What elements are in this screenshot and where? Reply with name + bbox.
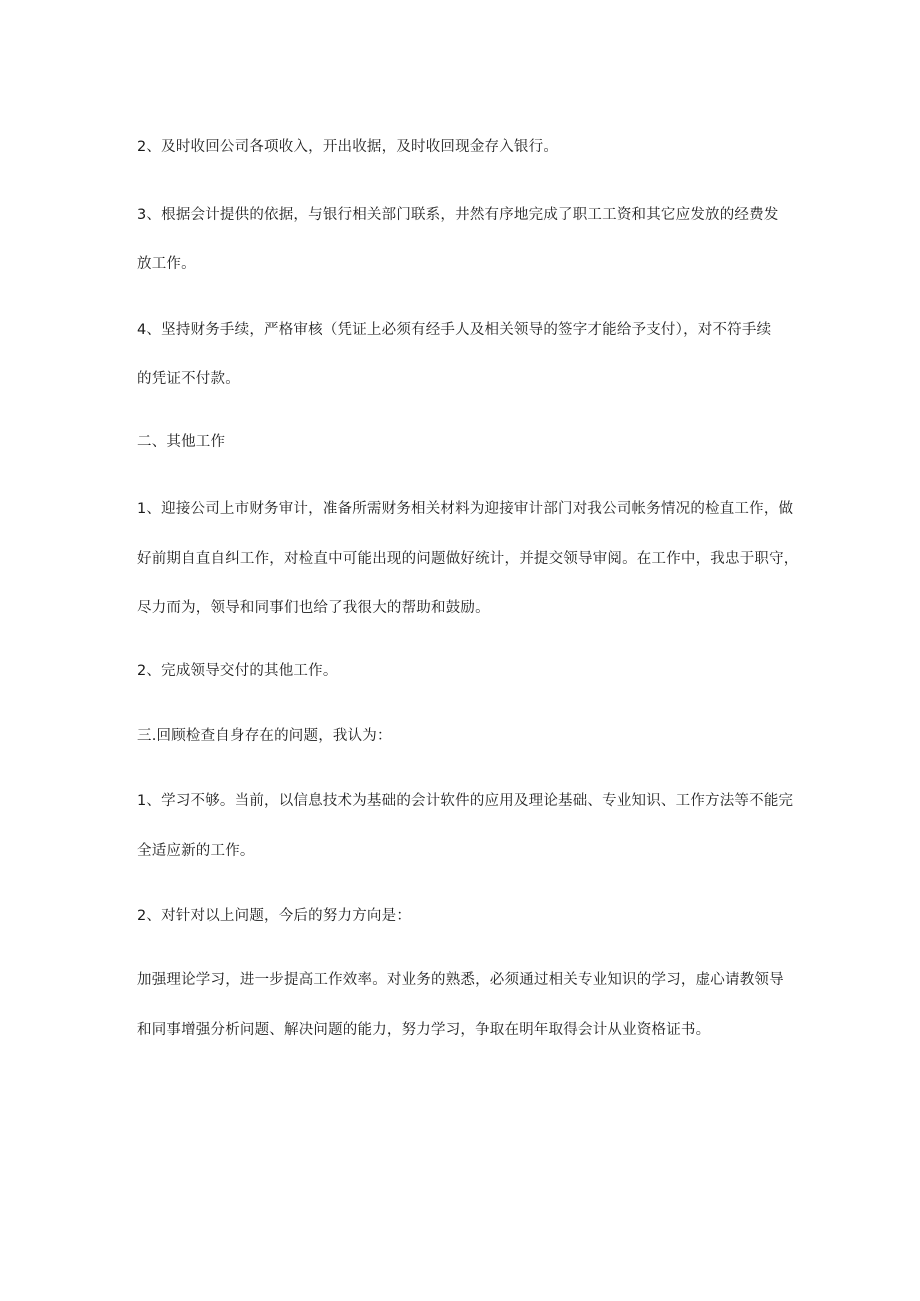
section-heading: 二、其他工作 xyxy=(137,434,226,450)
paragraph-line: 3、根据会计提供的依据，与银行相关部门联系，井然有序地完成了职工工资和其它应发放的经费发 xyxy=(137,207,779,223)
paragraph-line: 好前期自直自纠工作，对检直中可能出现的问题做好统计，并提交领导审阅。在工作中，我忠于职守， xyxy=(137,551,799,567)
paragraph-line: 全适应新的工作。 xyxy=(137,843,255,859)
paragraph-line: 2、对针对以上问题，今后的努力方向是： xyxy=(137,908,412,924)
paragraph-line: 的凭证不付款。 xyxy=(137,371,240,387)
paragraph-line: 4、坚持财务手续，严格审核（凭证上必须有经手人及相关领导的签字才能给予支付），对不符手续 xyxy=(137,322,772,338)
paragraph-line: 和同事增强分析问题、解决问题的能力，努力学习，争取在明年取得会计从业资格证书。 xyxy=(137,1022,711,1038)
section-heading: 三.回顾检查自身存在的问题，我认为： xyxy=(137,728,392,744)
paragraph-line: 加强理论学习，进一步提高工作效率。对业务的熟悉，必须通过相关专业知识的学习，虚心请教领导 xyxy=(137,972,784,988)
paragraph-line: 1、学习不够。当前，以信息技术为基础的会计软件的应用及理论基础、专业知识、工作方法等不能完 xyxy=(137,793,794,809)
paragraph-line: 尽力而为，领导和同事们也给了我很大的帮助和鼓励。 xyxy=(137,600,490,616)
paragraph-line: 2、完成领导交付的其他工作。 xyxy=(137,663,338,679)
paragraph-line: 1、迎接公司上市财务审计，准备所需财务相关材料为迎接审计部门对我公司帐务情况的检直工作，做 xyxy=(137,501,794,517)
paragraph-line: 2、及时收回公司各项收入，开出收据，及时收回现金存入银行。 xyxy=(137,139,559,155)
paragraph-line: 放工作。 xyxy=(137,256,196,272)
